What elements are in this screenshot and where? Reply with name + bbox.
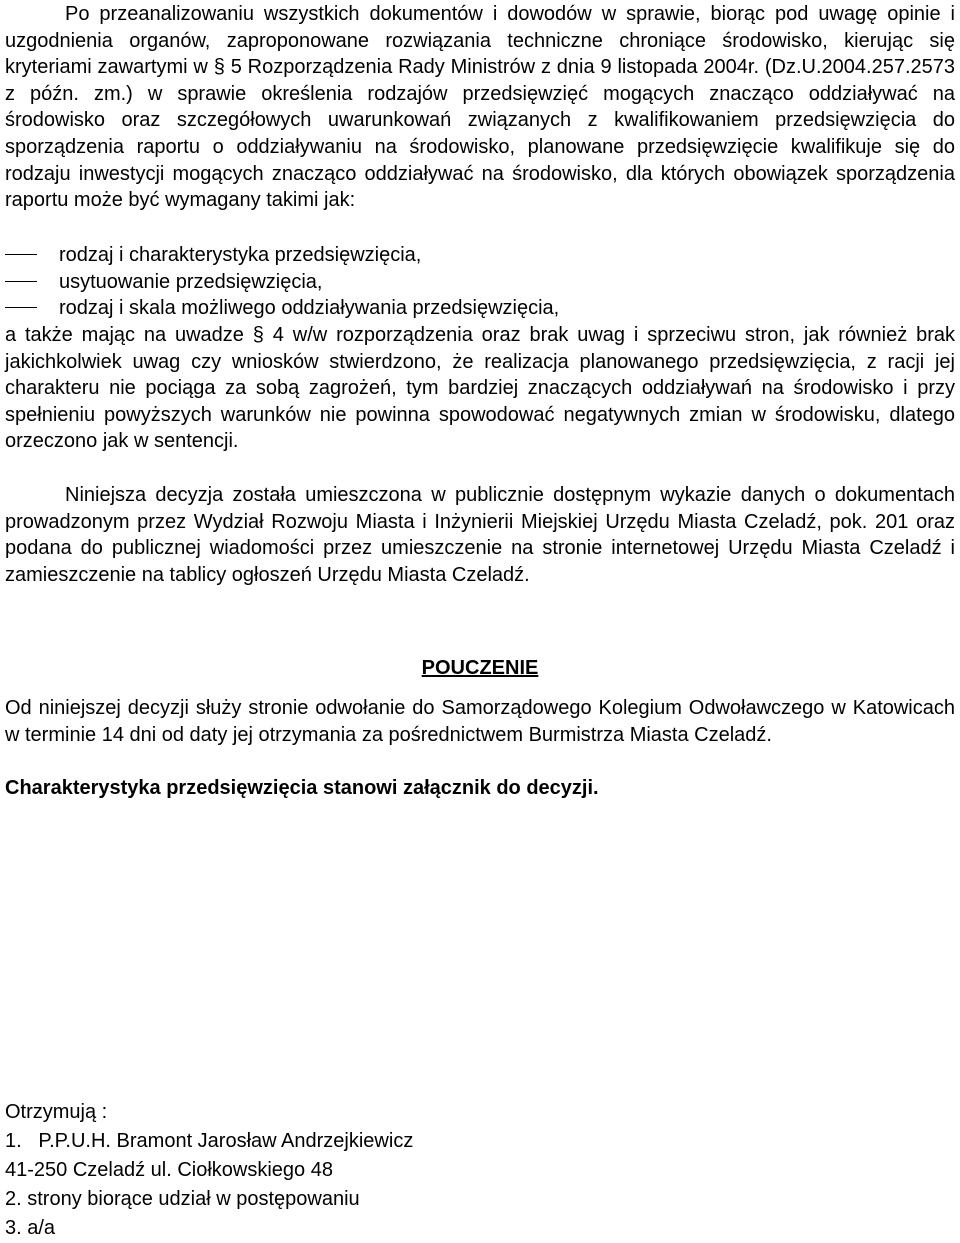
recipients-block (5, 1098, 413, 1243)
dash-bullet-icon (5, 307, 37, 308)
criteria-list-item: rodzaj i charakterystyka przedsięwzięcia, (5, 242, 955, 269)
dash-bullet-icon (5, 281, 37, 282)
criteria-list-item: rodzaj i skala możliwego oddziaływania przedsięwzięcia, (5, 295, 955, 322)
recipient-line: 1. P.P.U.H. Bramont Jarosław Andrzejkiewicz (5, 1130, 414, 1152)
justification-conclusion-paragraph: a także mając na uwadze § 4 w/w rozporządzenia oraz brak uwag i sprzeciwu stron, jak również brak jakichkolwiek uwag czy wniosków stwierdzono, że realizacja planowanego przedsięwzięcia, z racji jej charakteru nie pociąga za sobą zagrożeń, tym bardziej znaczących oddziaływań na środowisko i przy spełnieniu powyższych warunków nie powinna spowodować negatywnych zmian w środowisku, dlatego orzeczono jak w sentencji. (5, 324, 955, 453)
dash-bullet-icon (5, 254, 37, 255)
instruction-heading: POUCZENIE (421, 657, 539, 679)
criteria-list-item: usytuowanie przedsięwzięcia, (5, 269, 955, 296)
justification-intro-paragraph: Po przeanalizowaniu wszystkich dokumentów i dowodów w sprawie, biorąc pod uwagę opinie i uzgodnienia organów, zaproponowane rozwiązania techniczne chroniące środowisko, kierując się kryteriami zawartymi w § 5 Rozporządzenia Rady Ministrów z dnia 9 listopada 2004r. (Dz.U.2004.257.2573 z późn. zm.) w sprawie określenia rodzajów przedsięwzięć mogących znacząco oddziaływać na środowisko oraz szczegółowych uwarunkowań związanych z kwalifikowaniem przedsięwzięcia do sporządzenia raportu o oddziaływaniu na środowisko, planowane przedsięwzięcie kwalifikuje się do rodzaju inwestycji mogących znacząco oddziaływać na środowisko, dla których obowiązek sporządzenia raportu może być wymagany takimi jak: (5, 3, 955, 212)
recipient-line: 2. strony biorące udział w postępowaniu (5, 1188, 360, 1210)
criteria-list (5, 242, 955, 322)
instruction-body-paragraph: Od niniejszej decyzji służy stronie odwołanie do Samorządowego Kolegium Odwoławczego w Katowicach w terminie 14 dni od daty jej otrzymania za pośrednictwem Burmistrza Miasta Czeladź. (5, 697, 955, 746)
recipient-line: 3. a/a (5, 1217, 56, 1239)
recipient-line: 41-250 Czeladź ul. Ciołkowskiego 48 (5, 1159, 333, 1181)
attachment-note: Charakterystyka przedsięwzięcia stanowi załącznik do decyzji. (5, 777, 599, 799)
recipients-label: Otrzymują : (5, 1101, 108, 1123)
publication-note-paragraph: Niniejsza decyzja została umieszczona w publicznie dostępnym wykazie danych o dokumentach prowadzonym przez Wydział Rozwoju Miasta i Inżynierii Miejskiej Urzędu Miasta Czeladź, pok. 201 oraz podana do publicznej wiadomości przez umieszczenie na stronie internetowej Urzędu Miasta Czeladź i zamieszczenie na tablicy ogłoszeń Urzędu Miasta Czeladź. (5, 484, 955, 586)
